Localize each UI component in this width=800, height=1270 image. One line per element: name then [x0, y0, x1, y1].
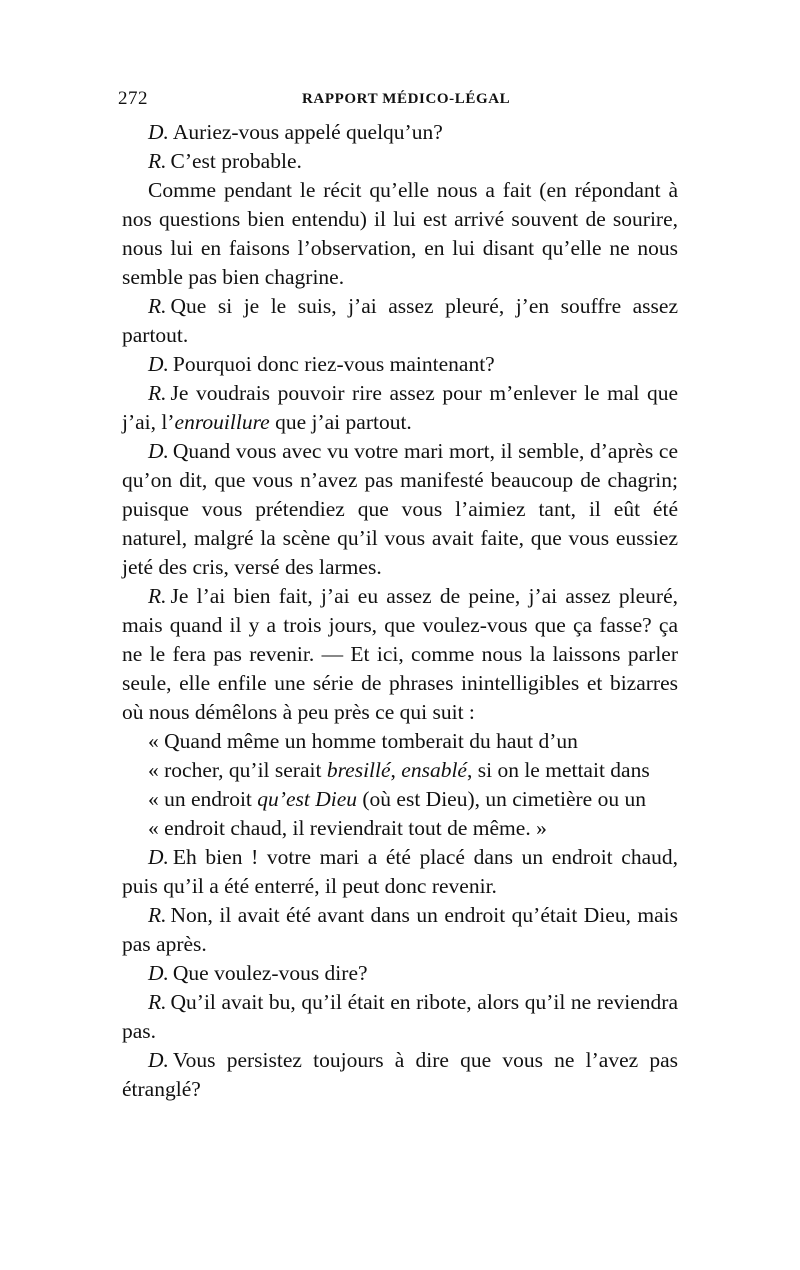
paragraph-text: Qu’il avait bu, qu’il était en ribote, alors qu’il ne reviendra pas. [122, 990, 678, 1043]
paragraph-text: que j’ai partout. [269, 410, 412, 434]
dialogue-paragraph [122, 350, 678, 379]
quote-text: « Quand même un homme tomberait du haut d’un [148, 729, 578, 753]
quoted-passage [122, 727, 678, 843]
paragraph-text: Que voulez-vous dire? [172, 961, 368, 985]
quote-text: « un endroit [148, 787, 258, 811]
body-text [122, 118, 678, 1104]
dialogue-paragraph [122, 437, 678, 582]
dialogue-paragraph [122, 582, 678, 727]
italic-term: ensablé [401, 758, 467, 782]
paragraph-text: Je voudrais pouvoir rire assez pour m’enlever le mal que j’ai, l’ [122, 381, 678, 434]
dialogue-paragraph [122, 843, 678, 901]
speaker-label: R. [148, 149, 167, 173]
paragraph-text: Quand vous avec vu votre mari mort, il semble, d’après ce qu’on dit, que vous n’avez pas manifesté beaucoup de chagrin; puisque vous prétendiez que vous l’aimiez tant, il eût été naturel, malgré la scène qu’il vous avait faite, que vous eussiez jeté des cris, versé des larmes. [122, 439, 678, 579]
paragraph-text: Eh bien ! votre mari a été placé dans un endroit chaud, puis qu’il a été enterré, il peut donc revenir. [122, 845, 678, 898]
dialogue-paragraph [122, 147, 678, 176]
speaker-label: D. [148, 439, 169, 463]
book-page [118, 88, 678, 1104]
paragraph-text: Non, il avait été avant dans un endroit qu’était Dieu, mais pas après. [122, 903, 678, 956]
page-number: 272 [118, 88, 148, 109]
quote-text: , [390, 758, 402, 782]
quote-line [122, 756, 678, 785]
paragraph-text: Pourquoi donc riez-vous maintenant? [172, 352, 495, 376]
speaker-label: R. [148, 903, 167, 927]
quote-line [122, 785, 678, 814]
paragraph-text: Auriez-vous appelé quelqu’un? [172, 120, 443, 144]
narrative-paragraph [122, 176, 678, 292]
speaker-label: D. [148, 1048, 169, 1072]
quote-text: « rocher, qu’il serait [148, 758, 327, 782]
speaker-label: R. [148, 381, 167, 405]
quote-line [122, 814, 678, 843]
paragraph-text: Je l’ai bien fait, j’ai eu assez de peine, j’ai assez pleuré, mais quand il y a trois jours, que voulez-vous que ça fasse? ça ne le fera pas revenir. — Et ici, comme nous la laissons parler seule, elle enfile une série de phrases inintelligibles et bizarres où nous démêlons à peu près ce qui suit : [122, 584, 678, 724]
italic-term: enrouillure [174, 410, 270, 434]
dialogue-paragraph [122, 988, 678, 1046]
dialogue-paragraph [122, 118, 678, 147]
dialogue-paragraph [122, 959, 678, 988]
dialogue-paragraph [122, 292, 678, 350]
running-title: RAPPORT MÉDICO-LÉGAL [302, 91, 511, 107]
speaker-label: R. [148, 294, 167, 318]
speaker-label: R. [148, 990, 167, 1014]
paragraph-text: Comme pendant le récit qu’elle nous a fait (en répondant à nos questions bien entendu) il lui est arrivé souvent de sourire, nous lui en faisons l’observation, en lui disant qu’elle ne nous semble pas bien chagrine. [122, 178, 678, 289]
running-header [118, 88, 678, 118]
dialogue-paragraph [122, 901, 678, 959]
quote-text: , si on le mettait dans [466, 758, 650, 782]
quote-text: « endroit chaud, il reviendrait tout de même. » [148, 816, 547, 840]
dialogue-paragraph [122, 1046, 678, 1104]
italic-term: bresillé [326, 758, 391, 782]
speaker-label: D. [148, 120, 169, 144]
dialogue-paragraph [122, 379, 678, 437]
paragraph-text: Que si je le suis, j’ai assez pleuré, j’en souffre assez partout. [122, 294, 678, 347]
speaker-label: D. [148, 352, 169, 376]
speaker-label: D. [148, 961, 169, 985]
quote-text: (où est Dieu), un cimetière ou un [357, 787, 646, 811]
paragraph-text: Vous persistez toujours à dire que vous ne l’avez pas étranglé? [122, 1048, 678, 1101]
speaker-label: D. [148, 845, 169, 869]
speaker-label: R. [148, 584, 167, 608]
paragraph-text: C’est probable. [170, 149, 302, 173]
quote-line [122, 727, 678, 756]
italic-term: qu’est Dieu [257, 787, 357, 811]
